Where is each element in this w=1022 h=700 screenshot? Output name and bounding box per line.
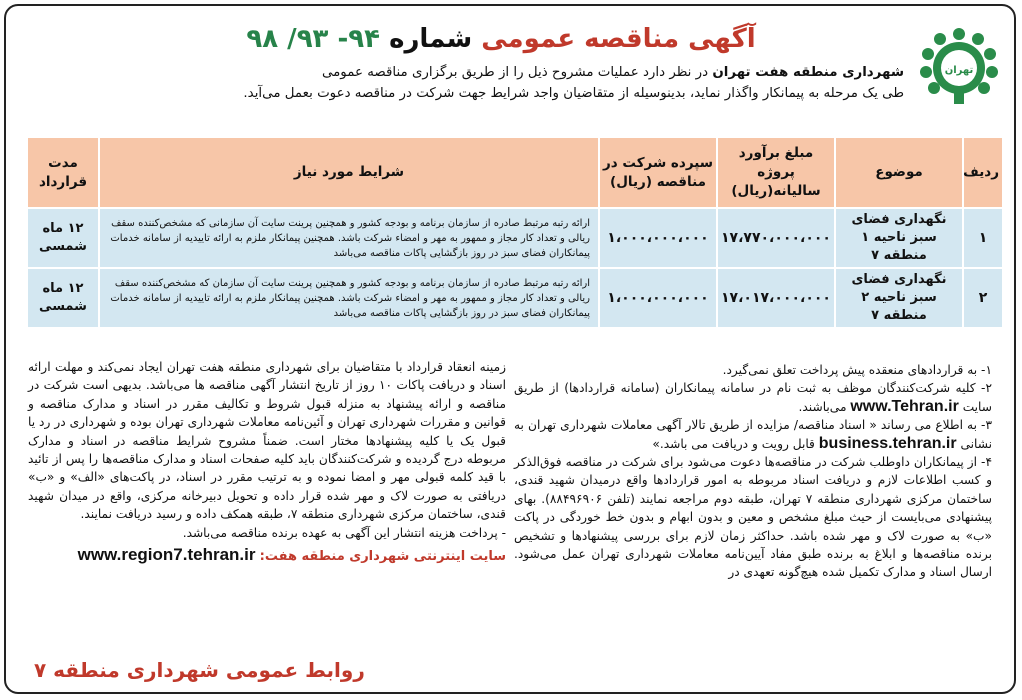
cell-row-no: ۲ — [963, 268, 1003, 328]
note-4-continued: زمینه انعقاد قرارداد با متقاضیان برای شهرداری منطقه هفت تهران ایجاد نمی‌کند و مهلت ارائه اسناد و دریافت پاکات ۱۰ روز از تاریخ انتشار آگهی مناقصه ها می‌باشد. بدیهی است شرکت در مناقصه و ارائه پیشنهاد به منزله قبول شروط و تکالیف مقرر در اسناد و مدارک مناقصه و قوانین و مقررات شهرداری تهران و آئین‌نامه معاملات شهرداری تهران بوده و شهرداری در رد یا قبول یک یا کلیه پیشنهادها مختار است. ضمناً مشروح شرایط مناقصه در اسناد و مدارک مربوطه درج گردیده و شرکت‌کنندگان باید کلیه صفحات اسناد و مدارک مناقصه‌ها را پس از تائید با قید کلمه قبولی مهر و امضا نموده و به ترتیب مقرر در اسناد، در پاکت‌های «الف» و «ب» دریافتی به صورت لاک و مهر شده قرار داده و تحویل دبیرخانه مرکزی، واقع در میدان شهید قندی، ساختمان مرکزی شهرداری منطقه ۷، طبقه همکف داده و رسید دریافت نمایند. — [28, 360, 506, 522]
tender-notice — [4, 4, 1016, 694]
cell-deposit: ۱،۰۰۰،۰۰۰،۰۰۰ — [599, 208, 717, 268]
tehran-municipality-logo — [918, 26, 1000, 108]
cell-estimate: ۱۷،۷۷۰،۰۰۰،۰۰۰ — [717, 208, 835, 268]
notes-left-column — [28, 358, 506, 566]
cell-row-no: ۱ — [963, 208, 1003, 268]
note-4: ۴- از پیمانکاران داوطلب شرکت در مناقصه‌ها دعوت می‌شود برای شرکت در مناقصه فوق‌الذکر و کسب اطلاعات لازم و دریافت اسناد مربوطه به امور قراردادها واقع درمیدان شهید قندی، ساختمان مرکزی شهرداری منطقه ۷ تهران، طبقه دوم مراجعه نمایند (تلفن ۸۸۴۹۶۹۰۶). بهای پیشنهادی می‌بایست از حیث مبلغ مشخص و معین و بدون ابهام و بدون خط خوردگی در پاکت «ب» به صورت لاک و مهر شده باشد. حداکثر زمان لازم برای بررسی پیشنهادها و تشخیص برنده مناقصه‌ها و ابلاغ به برنده طبق مفاد آیین‌نامه معاملات شهرداری تهران عمل می‌شود. ارسال اسناد و مدارک تکمیل شده هیچ‌گونه تعهدی در — [514, 455, 993, 580]
note-publish-cost: - پرداخت هزینه انتشار این آگهی به عهده برنده مناقصه می‌باشد. — [182, 525, 506, 540]
note-3: ۳- به اطلاع می رساند « اسناد مناقصه/ مزایده از طریق تالار آگهی معاملات شهرداری تهران به نشانی business.tehran.ir قابل رویت و دریافت می باشد.» — [514, 418, 992, 452]
tehran-site-link[interactable]: www.Tehran.ir — [850, 397, 959, 415]
title-number: ۹۴- ۹۳/ ۹۸ — [246, 24, 381, 54]
cell-duration: ۱۲ ماه شمسی — [27, 268, 99, 328]
cell-duration: ۱۲ ماه شمسی — [27, 208, 99, 268]
title-main: آگهی مناقصه عمومی — [481, 24, 756, 54]
table-row — [27, 268, 1003, 328]
title-number-label: شماره — [389, 24, 473, 54]
notice-title — [106, 22, 896, 56]
cell-subject: نگهداری فضای سبز ناحیه ۲ منطقه ۷ — [835, 268, 963, 328]
header-conditions: شرایط مورد نیاز — [99, 137, 599, 208]
table-header-row — [27, 137, 1003, 208]
svg-text:تهران: تهران — [944, 65, 974, 76]
cell-conditions: ارائه رتبه مرتبط صادره از سازمان برنامه و بودجه کشور و همچنین پرینت سایت آن سازمان که مشخص‌کننده سقف ریالی و تعداد کار مجاز و ممهور به مهر و امضاء شرکت باشد. همچنین پیمانکار ملزم به ارائه تاییدیه از سامانه خدمات پیمانکاران فضای سبز در روز بازگشایی پاکات مناقصه می‌باشد — [99, 268, 599, 328]
header-estimate: مبلغ برآورد پروژه سالیانه(ریال) — [717, 137, 835, 208]
cell-estimate: ۱۷،۰۱۷،۰۰۰،۰۰۰ — [717, 268, 835, 328]
tree-logo-icon — [918, 26, 1000, 108]
header-duration: مدت قرارداد — [27, 137, 99, 208]
intro-line2: طی یک مرحله به پیمانکار واگذار نماید، بدینوسیله از متقاضیان واجد شرایط جهت شرکت در مناقصه دعوت بعمل می‌آید. — [243, 86, 904, 101]
cell-conditions: ارائه رتبه مرتبط صادره از سازمان برنامه و بودجه کشور و همچنین پرینت سایت آن سازمانی که مشخص‌کننده سقف ریالی و تعداد کار مجاز و ممهور به مهر و امضاء شرکت باشد. همچنین پیمانکار ملزم به ارائه تاییدیه از سامانه خدمات پیمانکاران فضای سبز در روز بازگشایی پاکات مناقصه می‌باشد — [99, 208, 599, 268]
region-site-link[interactable]: www.region7.tehran.ir — [77, 545, 256, 565]
site-label: سایت اینترنتی شهرداری منطقه هفت: — [259, 549, 506, 565]
public-relations-footer: روابط عمومی شهرداری منطقه ۷ — [34, 658, 365, 682]
region-site-line — [28, 546, 506, 566]
tender-table — [26, 136, 1004, 329]
notes-right-column — [514, 361, 992, 582]
cell-subject: نگهداری فضای سبز ناحیه ۱ منطقه ۷ — [835, 208, 963, 268]
note-2: ۲- کلیه شرکت‌کنندگان موظف به ثبت نام در سامانه پیمانکاران (سامانه قراردادها) از طریق سایت www.Tehran.ir می‌باشند. — [514, 381, 992, 415]
table-row — [27, 208, 1003, 268]
header-row-no: ردیف — [963, 137, 1003, 208]
note-1: ۱- به قراردادهای منعقده پیش پرداخت تعلق نمی‌گیرد. — [722, 363, 992, 377]
org-name: شهرداری منطقه هفت تهران — [712, 65, 904, 80]
intro-line1: در نظر دارد عملیات مشروح ذیل را از طریق برگزاری مناقصه عمومی — [321, 65, 713, 80]
intro-text — [114, 62, 904, 104]
header-deposit: سپرده شرکت در مناقصه (ریال) — [599, 137, 717, 208]
header-subject: موضوع — [835, 137, 963, 208]
business-site-link[interactable]: business.tehran.ir — [818, 434, 957, 452]
cell-deposit: ۱،۰۰۰،۰۰۰،۰۰۰ — [599, 268, 717, 328]
